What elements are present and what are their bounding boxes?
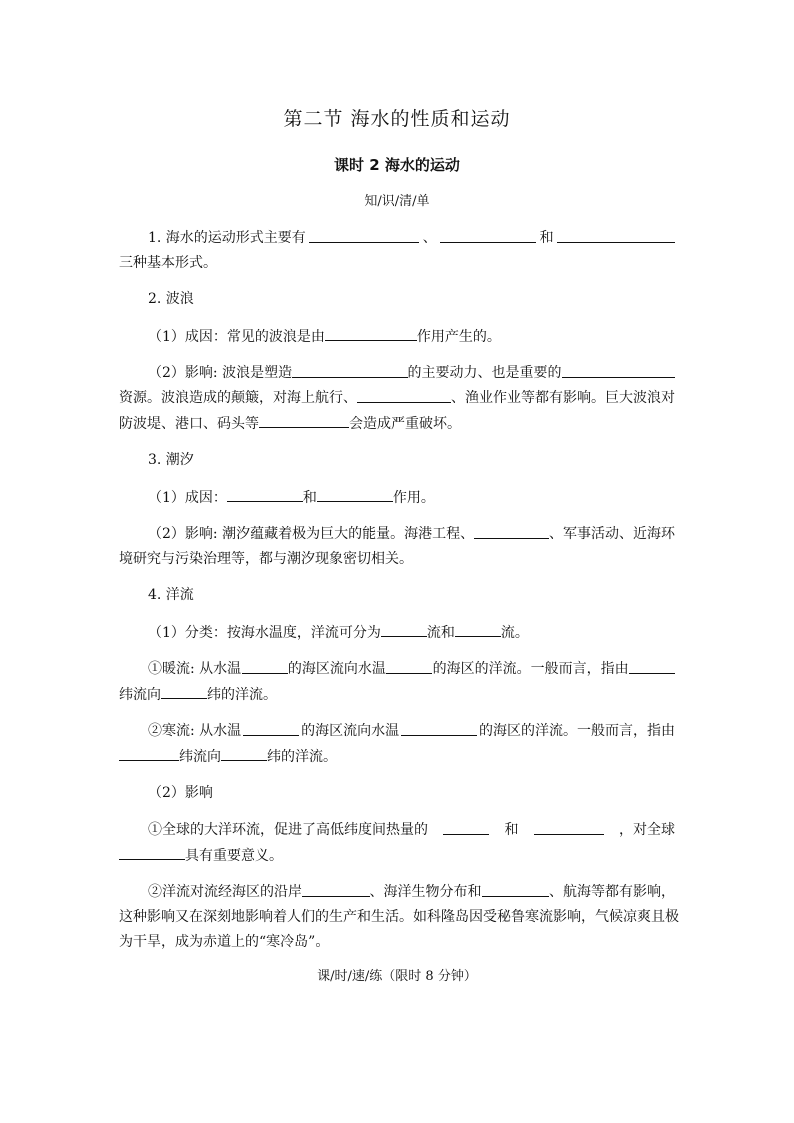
blank bbox=[309, 226, 419, 243]
blank bbox=[474, 522, 549, 539]
q2-2-line2: 资源。波浪造成的颠簸，对海上航行、 、渔业作业等都有影响。巨大波浪对 bbox=[119, 386, 675, 411]
blank bbox=[440, 226, 536, 243]
blank bbox=[243, 719, 299, 736]
blank bbox=[302, 880, 370, 897]
blank bbox=[401, 719, 477, 736]
page-title: 第二节 海水的性质和运动 bbox=[283, 108, 511, 130]
q4-warm-line1: ①暖流: 从水温 的海区流向水温 的海区的洋流。一般而言，指由 bbox=[119, 657, 675, 682]
q4-2-heading: （2）影响 bbox=[148, 785, 213, 801]
blank bbox=[381, 620, 427, 637]
q4-cold-line2: 纬流向 纬的洋流。 bbox=[119, 744, 675, 770]
q4-cold-line1: ②寒流: 从水温 的海区流向水温 的海区的洋流。一般而言，指由 bbox=[119, 719, 675, 744]
q1-line2: 三种基本形式。 bbox=[119, 255, 217, 271]
blank bbox=[119, 843, 185, 860]
q3-2-line2: 境研究与污染治理等，都与潮汐现象密切相关。 bbox=[119, 551, 413, 567]
blank bbox=[455, 620, 501, 637]
q4-2a-line1: ①全球的大洋环流，促进了高低纬度间热量的 和 ，对全球 bbox=[119, 818, 675, 843]
blank bbox=[259, 411, 349, 428]
blank bbox=[242, 657, 288, 674]
q2-heading: 2. 波浪 bbox=[148, 291, 194, 307]
q4-2b-line3: 为干旱，成为赤道上的“寒冷岛”。 bbox=[119, 934, 330, 950]
q2-2-line1: （2）影响: 波浪是塑造 的主要动力、也是重要的 bbox=[119, 361, 675, 386]
q1-line1: 1. 海水的运动形式主要有 、 和 bbox=[119, 226, 675, 251]
blank bbox=[292, 361, 407, 378]
q4-2b-line2: 这种影响又在深刻地影响着人们的生产和生活。如科隆岛因受秘鲁寒流影响，气候凉爽且极 bbox=[119, 909, 679, 925]
blank bbox=[534, 818, 604, 835]
section-header-knowledge: 知/识/清/单 bbox=[364, 194, 430, 209]
q3-1: （1）成因： 和 作用。 bbox=[148, 485, 675, 511]
blank bbox=[562, 361, 675, 378]
section-header-practice: 课/时/速/练（限时 8 分钟） bbox=[317, 969, 477, 984]
q4-heading: 4. 洋流 bbox=[148, 587, 194, 603]
q4-warm-line2: 纬流向 纬的洋流。 bbox=[119, 682, 675, 708]
lesson-subtitle: 课时 2 海水的运动 bbox=[334, 156, 460, 174]
blank bbox=[325, 324, 417, 341]
blank bbox=[227, 485, 303, 502]
q4-2a-line2: 具有重要意义。 bbox=[119, 843, 675, 869]
blank bbox=[482, 880, 550, 897]
q3-heading: 3. 潮汐 bbox=[148, 452, 194, 468]
q4-1: （1）分类：按海水温度，洋流可分为 流和 流。 bbox=[148, 620, 675, 646]
blank bbox=[386, 657, 432, 674]
blank bbox=[357, 386, 451, 403]
q4-2b-line1: ②洋流对流经海区的沿岸 、海洋生物分布和 、航海等都有影响， bbox=[119, 880, 675, 905]
blank bbox=[119, 744, 179, 761]
blank bbox=[161, 682, 207, 699]
blank bbox=[317, 485, 393, 502]
q3-2-line1: （2）影响: 潮汐蕴藏着极为巨大的能量。海港工程、 、军事活动、近海环 bbox=[119, 522, 675, 547]
blank bbox=[221, 744, 267, 761]
blank bbox=[443, 818, 489, 835]
blank bbox=[629, 657, 675, 674]
q2-1: （1）成因：常见的波浪是由 作用产生的。 bbox=[148, 324, 675, 350]
blank bbox=[557, 226, 675, 243]
q2-2-line3: 防波堤、港口、码头等 会造成严重破坏。 bbox=[119, 411, 675, 437]
